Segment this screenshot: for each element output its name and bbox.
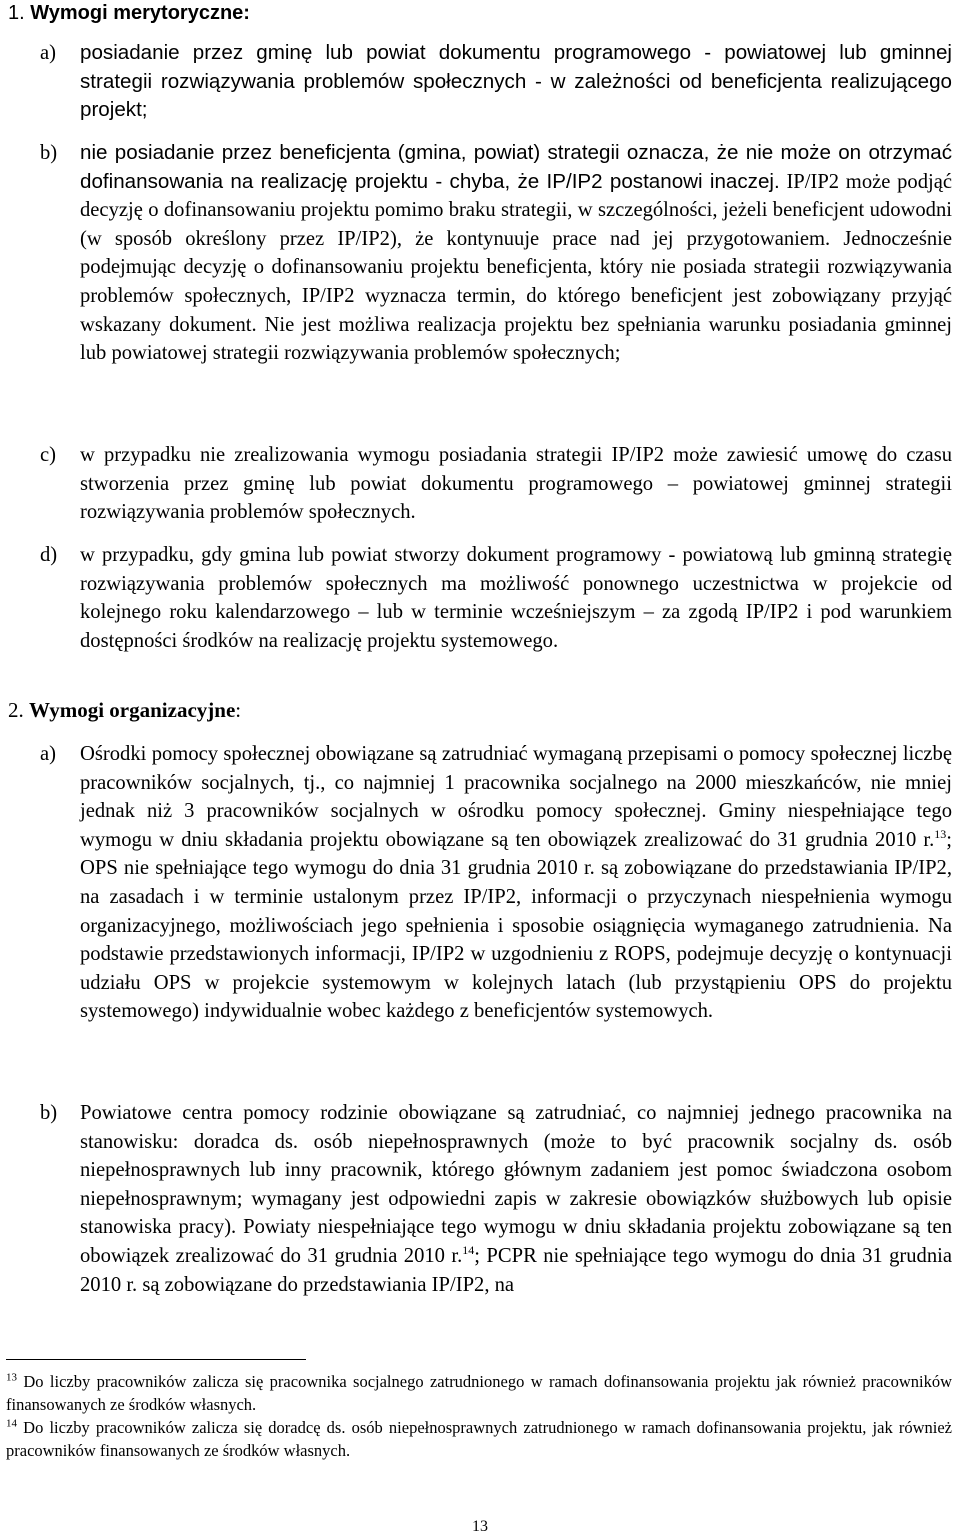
footnote-number: 14	[6, 1417, 17, 1430]
item-1a	[40, 39, 952, 125]
section-2-heading	[8, 697, 241, 723]
item-text-part2: ; OPS nie spełniające tego wymogu do dnia 31 grudnia 2010 r. są zobowiązane do przedstawiania IP/IP2, na zasadach i w terminie ustalonym przez IP/IP2, informacji o przyczynach niespełnienia wymogu organizacyjnego, możliwościach jego spełnienia i sposobie osiągnięcia wymaganego zatrudnienia. Na podstawie przedstawionych informacji, IP/IP2 w uzgodnieniu z ROPS, podejmuje decyzję o kontynuacji udziału OPS w projekcie systemowym w kolejnych latach (lub przystąpieniu OPS do projektu systemowego) indywidualnie wobec każdego z beneficjentów systemowych.	[80, 828, 952, 1023]
item-text	[80, 1099, 952, 1299]
footnote-13	[6, 1370, 952, 1416]
section-2-title-suffix: :	[235, 698, 242, 722]
page-number: 13	[472, 1518, 488, 1535]
footnote-14	[6, 1416, 952, 1462]
item-text-serif-part: IP/IP2 może podjąć decyzję o dofinansowaniu projektu pomimo braku strategii, w szczególności, jeżeli beneficjent udowodni (w sposób określony przez IP/IP2), że kontynuuje prace nad jej przygotowaniem. Jednocześnie podejmując decyzję o dofinansowaniu projektu beneficjenta, który nie posiada strategii rozwiązywania problemów społecznych, IP/IP2 wyznacza termin, do którego beneficjent jest zobowiązany przyjąć wskazany dokument. Nie jest możliwa realizacja projektu bez spełniania warunku posiadania gminnej lub powiatowej strategii rozwiązywania problemów społecznych;	[80, 170, 952, 365]
item-1b	[40, 139, 952, 368]
item-marker: a)	[40, 743, 56, 765]
footnote-number: 13	[6, 1371, 17, 1384]
footnote-divider	[6, 1359, 306, 1360]
item-marker: b)	[40, 1102, 58, 1124]
item-text-part1: Ośrodki pomocy społecznej obowiązane są zatrudniać wymaganą przepisami o pomocy społecznej liczbę pracowników socjalnych, tj., co najmniej 1 pracownika socjalnego na 2000 mieszkańców, nie mniej jednak niż 3 pracowników socjalnych w ośrodku pomocy społecznej. Gminy niespełniające tego wymogu w dniu składania projektu obowiązane są ten obowiązek zrealizować do 31 grudnia 2010 r.	[80, 743, 952, 851]
item-text: posiadanie przez gminę lub powiat dokumentu programowego - powiatowej lub gminnej strategii rozwiązywania problemów społecznych - w zależności od beneficjenta realizującego projekt;	[80, 41, 952, 122]
footnote-ref[interactable]: 13	[934, 826, 947, 841]
item-text	[80, 139, 952, 368]
item-marker: d)	[40, 544, 58, 566]
item-2b	[40, 1099, 952, 1299]
item-text: w przypadku nie zrealizowania wymogu posiadania strategii IP/IP2 może zawiesić umowę do czasu stworzenia przez gminę lub powiat dokumentu programowego – powiatowej gminnej strategii rozwiązywania problemów społecznych.	[80, 444, 952, 524]
item-marker: a)	[40, 42, 56, 64]
item-marker: b)	[40, 142, 58, 164]
item-text	[80, 740, 952, 1026]
item-text-sans-part: nie posiadanie przez beneficjenta (gmina, powiat) strategii oznacza, że nie może on otrzymać dofinansowania na realizację projektu - chyba, że IP/IP2 postanowi inaczej.	[80, 141, 952, 193]
item-marker: c)	[40, 444, 56, 466]
item-text: w przypadku, gdy gmina lub powiat stworzy dokument programowy - powiatową lub gminną strategię rozwiązywania problemów społecznych ma możliwość ponownego uczestnictwa w projekcie od kolejnego roku kalendarzowego – lub w terminie wcześniejszym – za zgodą IP/IP2 i pod warunkiem dostępności środków na realizację projektu systemowego.	[80, 544, 952, 652]
item-text-part1: Powiatowe centra pomocy rodzinie obowiązane są zatrudniać, co najmniej jednego pracownika na stanowisku: doradca ds. osób niepełnosprawnych (może to być pracownik socjalny ds. osób niepełnosprawnych lub inny pracownik, którego głównym zadaniem jest pomoc świadczona osobom niepełnosprawnym; wymagany jest odpowiedni zapis w zakresie obowiązków służbowych lub opisie stanowiska pracy). Powiaty niespełniające tego wymogu w dniu składania projektu zobowiązane są ten obowiązek zrealizować do 31 grudnia 2010 r.	[80, 1102, 952, 1267]
section-1-number: 1.	[8, 2, 25, 24]
section-2-number: 2.	[8, 698, 24, 722]
item-2a	[40, 740, 952, 1026]
section-1-heading	[8, 0, 250, 26]
item-1c	[40, 441, 952, 527]
item-text-part2: ; PCPR nie spełniające tego wymogu do dnia 31 grudnia 2010 r. są zobowiązane do przedstawiania IP/IP2, na	[80, 1244, 953, 1296]
footnote-text: Do liczby pracowników zalicza się pracownika socjalnego zatrudnionego w ramach dofinansowania projektu jak również pracowników finansowanych ze środków własnych.	[6, 1372, 953, 1414]
footnote-ref[interactable]: 14	[462, 1243, 475, 1258]
section-2-title: Wymogi organizacyjne	[29, 698, 236, 722]
section-1-title: Wymogi merytoryczne:	[30, 2, 250, 24]
footnote-text: Do liczby pracowników zalicza się doradcę ds. osób niepełnosprawnych zatrudnionego w ramach dofinansowania projektu, jak również pracowników finansowanych ze środków własnych.	[6, 1418, 952, 1460]
item-1d	[40, 541, 952, 655]
